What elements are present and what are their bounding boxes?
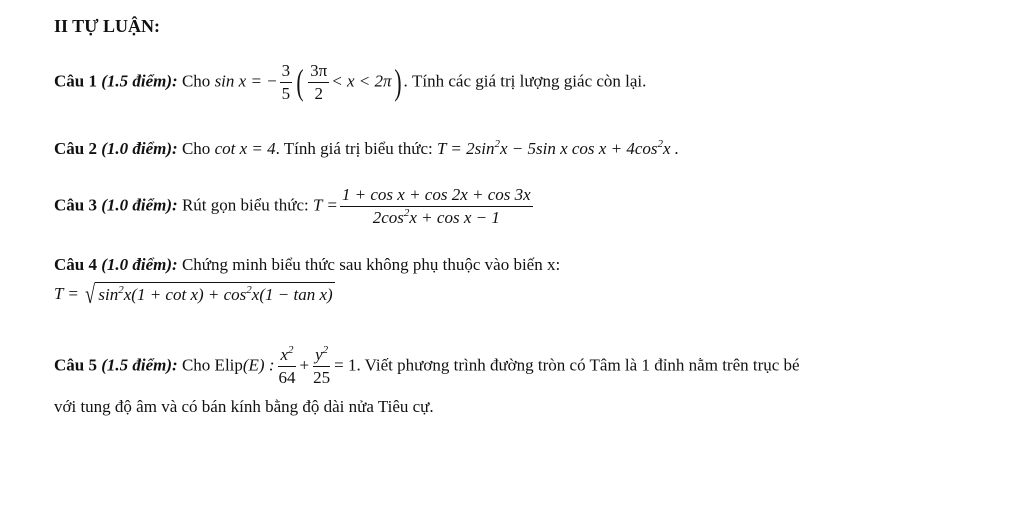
q3-denominator [371, 207, 502, 227]
q4-lhs: T = [54, 283, 79, 303]
q1-fraction [280, 62, 293, 103]
q1-condition: < x < 2π [331, 71, 392, 91]
q1-text: . Tính các giá trị lượng giác còn lại. [403, 71, 647, 91]
q2-points: (1.0 điểm): [101, 139, 178, 158]
q5-label: Câu 5 [54, 355, 97, 375]
q4-rad-b: x(1 + cot x) + cos [123, 285, 247, 304]
q5-intro: Cho Elip [181, 355, 243, 375]
question-2 [54, 140, 679, 157]
q4-rad-c: x(1 − tan x) [251, 285, 333, 304]
q5-y-num [313, 346, 330, 367]
q3-numerator: 1 + cos x + cos 2x + cos 3x [340, 186, 533, 207]
q3-sup: 2 [403, 206, 410, 219]
question-3 [54, 186, 535, 227]
question-1 [54, 62, 646, 103]
q2-given: cot x = 4 [214, 139, 276, 158]
q1-intro: Cho [181, 71, 211, 91]
q3-label: Câu 3 [54, 195, 97, 215]
q4-sqrt [83, 282, 335, 308]
q5-x: x [280, 345, 289, 364]
q1-label: Câu 1 [54, 71, 97, 91]
q4-points: (1.0 điểm): [101, 255, 178, 274]
q5-fraction-y [311, 346, 332, 387]
q3-fraction [340, 186, 533, 227]
q1-points: (1.5 điểm): [101, 71, 178, 91]
q3-points: (1.0 điểm): [101, 195, 178, 215]
q2-label: Câu 2 [54, 139, 97, 158]
q5-points: (1.5 điểm): [101, 355, 178, 375]
q3-text: Rút gọn biểu thức: [181, 195, 309, 215]
q5-x-num [278, 346, 295, 367]
q4-sup-2: 2 [246, 284, 252, 296]
question-5 [54, 346, 800, 387]
q1-cond-num: 3π [308, 62, 329, 83]
q5-den-1: 64 [278, 367, 296, 387]
q4-rad-a: sin [98, 285, 119, 304]
q2-sup-1: 2 [494, 138, 500, 150]
q1-right-paren: ) [393, 62, 402, 103]
q3-den-a: 2cos [372, 207, 404, 227]
q1-condition-fraction [308, 62, 329, 103]
q4-formula [54, 282, 335, 308]
q1-lhs: sin x = − [214, 71, 278, 91]
sqrt-icon: √ [85, 280, 96, 309]
q2-sup-2: 2 [657, 138, 663, 150]
q5-eq: = 1 [334, 355, 357, 375]
q1-frac-num: 3 [280, 62, 293, 83]
q2-expr-b: x − 5sin x cos x + 4cos [499, 139, 658, 158]
q5-y: y [315, 345, 323, 364]
q5-den-2: 25 [313, 367, 331, 387]
q5-ename: (E) : [242, 355, 275, 375]
q2-expr-c: x . [662, 139, 680, 158]
q5-text-2: với tung độ âm và có bán kính bằng độ dài nửa Tiêu cự. [54, 397, 434, 416]
q2-expression [437, 139, 679, 158]
question-4 [54, 256, 560, 273]
q2-intro: Cho [181, 139, 211, 158]
q1-left-paren: ( [296, 62, 304, 103]
q5-sup-x: 2 [288, 344, 294, 356]
q3-den-b: x + cos x − 1 [409, 207, 500, 227]
q5-plus: + [299, 355, 310, 375]
q2-text: . Tính giá trị biểu thức: [275, 139, 433, 158]
q1-cond-den: 2 [314, 83, 323, 103]
section-title: II TỰ LUẬN: [54, 16, 161, 36]
q4-radicand [95, 282, 334, 308]
q2-expr-a: T = 2sin [437, 139, 495, 158]
q5-fraction-x [277, 346, 298, 387]
q5-text: . Viết phương trình đường tròn có Tâm là 1 đỉnh nằm trên trục bé [356, 355, 800, 375]
q4-sup-1: 2 [118, 284, 124, 296]
q4-text: Chứng minh biểu thức sau không phụ thuộc vào biến x: [181, 255, 561, 274]
q4-label: Câu 4 [54, 255, 97, 274]
q3-lhs: T = [313, 195, 338, 215]
q5-sup-y: 2 [322, 344, 329, 356]
q1-frac-den: 5 [281, 83, 291, 103]
